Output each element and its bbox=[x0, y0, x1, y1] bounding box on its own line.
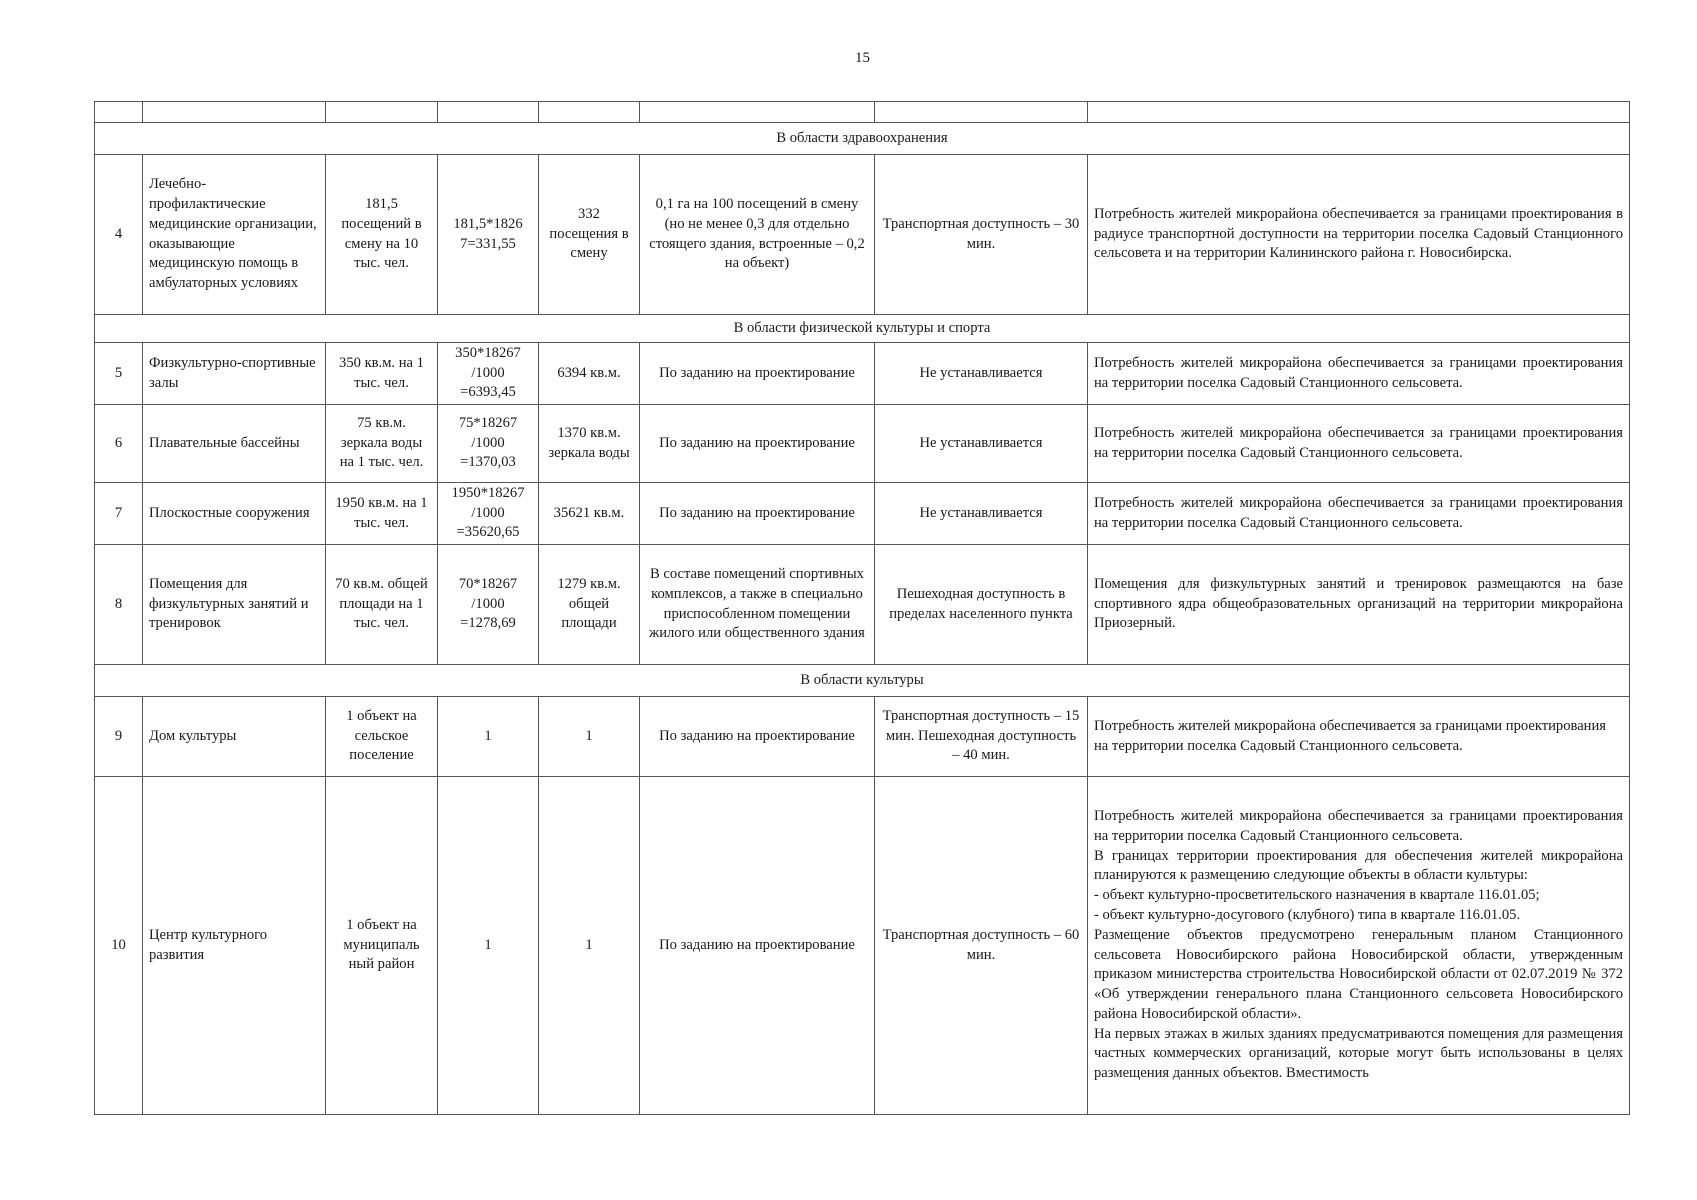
notes-paragraph: Помещения для физкультурных занятий и тренировок размещаются на базе спортивного ядра общеобразовательных организаций на территории микрорайона Приозерный. bbox=[1094, 575, 1623, 632]
calc-cell: 75*18267 /1000 =1370,03 bbox=[438, 405, 539, 483]
notes-paragraph: - объект культурно-досугового (клубного) типа в квартале 116.01.05. bbox=[1094, 906, 1521, 923]
area-cell: 0,1 га на 100 посещений в смену (но не менее 0,3 для отдельно стоящего здания, встроенные – 0,2 на объект) bbox=[640, 155, 875, 315]
object-name: Центр культурного развития bbox=[143, 777, 326, 1115]
notes-paragraph: Потребность жителей микрорайона обеспечивается за границами проектирования на территории поселка Садовый Станционного сельсовета. bbox=[1094, 494, 1623, 531]
notes-cell bbox=[1088, 405, 1630, 483]
row-number: 6 bbox=[95, 405, 143, 483]
object-name: Плавательные бассейны bbox=[143, 405, 326, 483]
table-row bbox=[95, 545, 1630, 665]
norm-cell: 70 кв.м. общей площади на 1 тыс. чел. bbox=[326, 545, 438, 665]
object-name: Физкультурно-спортивные залы bbox=[143, 343, 326, 405]
norm-cell: 181,5 посещений в смену на 10 тыс. чел. bbox=[326, 155, 438, 315]
row-number: 10 bbox=[95, 777, 143, 1115]
object-name: Помещения для физкультурных занятий и тренировок bbox=[143, 545, 326, 665]
object-name: Плоскостные сооружения bbox=[143, 483, 326, 545]
calc-cell: 70*18267 /1000 =1278,69 bbox=[438, 545, 539, 665]
notes-cell bbox=[1088, 155, 1630, 315]
object-name: Лечебно-профилактические медицинские организации, оказывающие медицинскую помощь в амбулаторных условиях bbox=[143, 155, 326, 315]
calc-cell: 350*18267 /1000 =6393,45 bbox=[438, 343, 539, 405]
header-spacer-row bbox=[95, 102, 1630, 123]
row-number: 9 bbox=[95, 697, 143, 777]
area-cell: В составе помещений спортивных комплексов, а также в специально приспособленном помещении жилого или общественного здания bbox=[640, 545, 875, 665]
calc-cell: 1 bbox=[438, 777, 539, 1115]
access-cell: Не устанавливается bbox=[875, 343, 1088, 405]
norm-cell: 350 кв.м. на 1 тыс. чел. bbox=[326, 343, 438, 405]
section-title-culture: В области культуры bbox=[95, 665, 1630, 697]
notes-cell bbox=[1088, 343, 1630, 405]
notes-paragraph: На первых этажах в жилых зданиях предусматриваются помещения для размещения частных коммерческих организаций, которые могут быть использованы в целях размещения данных объектов. Вместимость bbox=[1094, 1025, 1623, 1082]
calc-cell: 1950*18267 /1000 =35620,65 bbox=[438, 483, 539, 545]
value-cell: 1 bbox=[539, 777, 640, 1115]
notes-cell bbox=[1088, 697, 1630, 777]
table-row bbox=[95, 343, 1630, 405]
notes-cell bbox=[1088, 777, 1630, 1115]
value-cell: 1279 кв.м. общей площади bbox=[539, 545, 640, 665]
table-row bbox=[95, 155, 1630, 315]
value-cell: 1 bbox=[539, 697, 640, 777]
area-cell: По заданию на проектирование bbox=[640, 343, 875, 405]
notes-paragraph: Потребность жителей микрорайона обеспечивается за границами проектирования на территории поселка Садовый Станционного сельсовета. bbox=[1094, 424, 1623, 461]
norm-cell: 1 объект на сельское поселение bbox=[326, 697, 438, 777]
access-cell: Транспортная доступность – 30 мин. bbox=[875, 155, 1088, 315]
table-row bbox=[95, 697, 1630, 777]
table-row bbox=[95, 483, 1630, 545]
access-cell: Пешеходная доступность в пределах населенного пункта bbox=[875, 545, 1088, 665]
access-cell: Не устанавливается bbox=[875, 483, 1088, 545]
area-cell: По заданию на проектирование bbox=[640, 405, 875, 483]
access-cell: Транспортная доступность – 60 мин. bbox=[875, 777, 1088, 1115]
section-header-row bbox=[95, 665, 1630, 697]
notes-paragraph: - объект культурно-просветительского назначения в квартале 116.01.05; bbox=[1094, 887, 1540, 904]
table-row bbox=[95, 405, 1630, 483]
area-cell: По заданию на проектирование bbox=[640, 483, 875, 545]
row-number: 8 bbox=[95, 545, 143, 665]
section-title-sport: В области физической культуры и спорта bbox=[95, 315, 1630, 343]
notes-paragraph: Потребность жителей микрорайона обеспечивается за границами проектирования на территории поселка Садовый Станционного сельсовета. bbox=[1094, 807, 1623, 844]
row-number: 5 bbox=[95, 343, 143, 405]
value-cell: 35621 кв.м. bbox=[539, 483, 640, 545]
notes-cell bbox=[1088, 483, 1630, 545]
notes-paragraph: Потребность жителей микрорайона обеспечивается за границами проектирования на территории поселка Садовый Станционного сельсовета. bbox=[1094, 717, 1607, 754]
page-number: 15 bbox=[855, 50, 870, 66]
notes-paragraph: Потребность жителей микрорайона обеспечивается за границами проектирования в радиусе транспортной доступности на территории поселка Садовый Станционного сельсовета и на территории Калининского района г. Новосибирска. bbox=[1094, 205, 1623, 262]
section-header-row bbox=[95, 123, 1630, 155]
row-number: 7 bbox=[95, 483, 143, 545]
calc-cell: 181,5*1826 7=331,55 bbox=[438, 155, 539, 315]
access-cell: Не устанавливается bbox=[875, 405, 1088, 483]
area-cell: По заданию на проектирование bbox=[640, 777, 875, 1115]
notes-paragraph: Размещение объектов предусмотрено генеральным планом Станционного сельсовета Новосибирского района Новосибирской области, утвержденным приказом министерства строительства Новосибирской области от 02.07.2019 № 372 «Об утверждении генерального плана Станционного сельсовета Новосибирского района Новосибирской области». bbox=[1094, 926, 1623, 1022]
planning-table bbox=[94, 101, 1630, 1115]
notes-paragraph: Потребность жителей микрорайона обеспечивается за границами проектирования на территории поселка Садовый Станционного сельсовета. bbox=[1094, 354, 1623, 391]
row-number: 4 bbox=[95, 155, 143, 315]
value-cell: 6394 кв.м. bbox=[539, 343, 640, 405]
access-cell: Транспортная доступность – 15 мин. Пешеходная доступность – 40 мин. bbox=[875, 697, 1088, 777]
section-title-health: В области здравоохранения bbox=[95, 123, 1630, 155]
value-cell: 1370 кв.м. зеркала воды bbox=[539, 405, 640, 483]
calc-cell: 1 bbox=[438, 697, 539, 777]
section-header-row bbox=[95, 315, 1630, 343]
norm-cell: 1 объект на муниципаль ный район bbox=[326, 777, 438, 1115]
table-row bbox=[95, 777, 1630, 1115]
object-name: Дом культуры bbox=[143, 697, 326, 777]
notes-cell bbox=[1088, 545, 1630, 665]
value-cell: 332 посещения в смену bbox=[539, 155, 640, 315]
notes-paragraph: В границах территории проектирования для обеспечения жителей микрорайона планируются к размещению следующие объекты в области культуры: bbox=[1094, 847, 1623, 884]
area-cell: По заданию на проектирование bbox=[640, 697, 875, 777]
norm-cell: 75 кв.м. зеркала воды на 1 тыс. чел. bbox=[326, 405, 438, 483]
norm-cell: 1950 кв.м. на 1 тыс. чел. bbox=[326, 483, 438, 545]
